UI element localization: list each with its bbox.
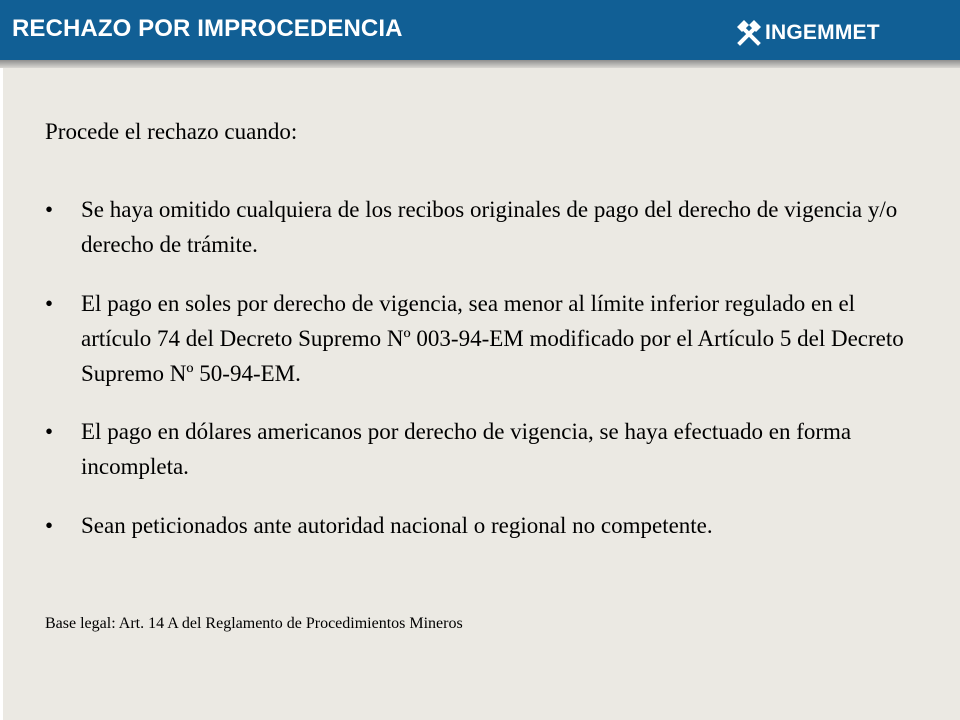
bullet-icon: • (45, 197, 54, 222)
list-item-text: El pago en dólares americanos por derecho de vigencia, se haya efectuado en forma incompleta. (81, 419, 852, 479)
list-item-text: Sean peticionados ante autoridad nacional o regional no competente. (81, 513, 713, 538)
legal-basis-note: Base legal: Art. 14 A del Reglamento de Procedimientos Mineros (45, 615, 463, 632)
bullet-icon: • (45, 513, 54, 538)
list-item-text: Se haya omitido cualquiera de los recibos originales de pago del derecho de vigencia y/o derecho de trámite. (81, 197, 898, 257)
list-item (45, 414, 925, 484)
logo-wordmark: INGEMMET (765, 21, 880, 44)
header-shadow (0, 60, 960, 68)
list-item (45, 508, 925, 543)
list-item (45, 192, 925, 262)
slide-header (0, 0, 960, 60)
list-item (45, 286, 925, 391)
list-item-text: El pago en soles por derecho de vigencia, sea menor al límite inferior regulado en el artículo 74 del Decreto Supremo Nº 003-94-EM modificado por el Artículo 5 del Decreto Supremo Nº 50-94-EM. (81, 291, 904, 386)
slide-title: RECHAZO POR IMPROCEDENCIA (12, 15, 403, 42)
crossed-hammers-icon (736, 20, 762, 46)
bullet-icon: • (45, 291, 54, 316)
intro-text: Procede el rechazo cuando: (45, 119, 298, 144)
ingemmet-logo (736, 18, 880, 48)
bullet-icon: • (45, 419, 54, 444)
condition-list (45, 192, 925, 543)
